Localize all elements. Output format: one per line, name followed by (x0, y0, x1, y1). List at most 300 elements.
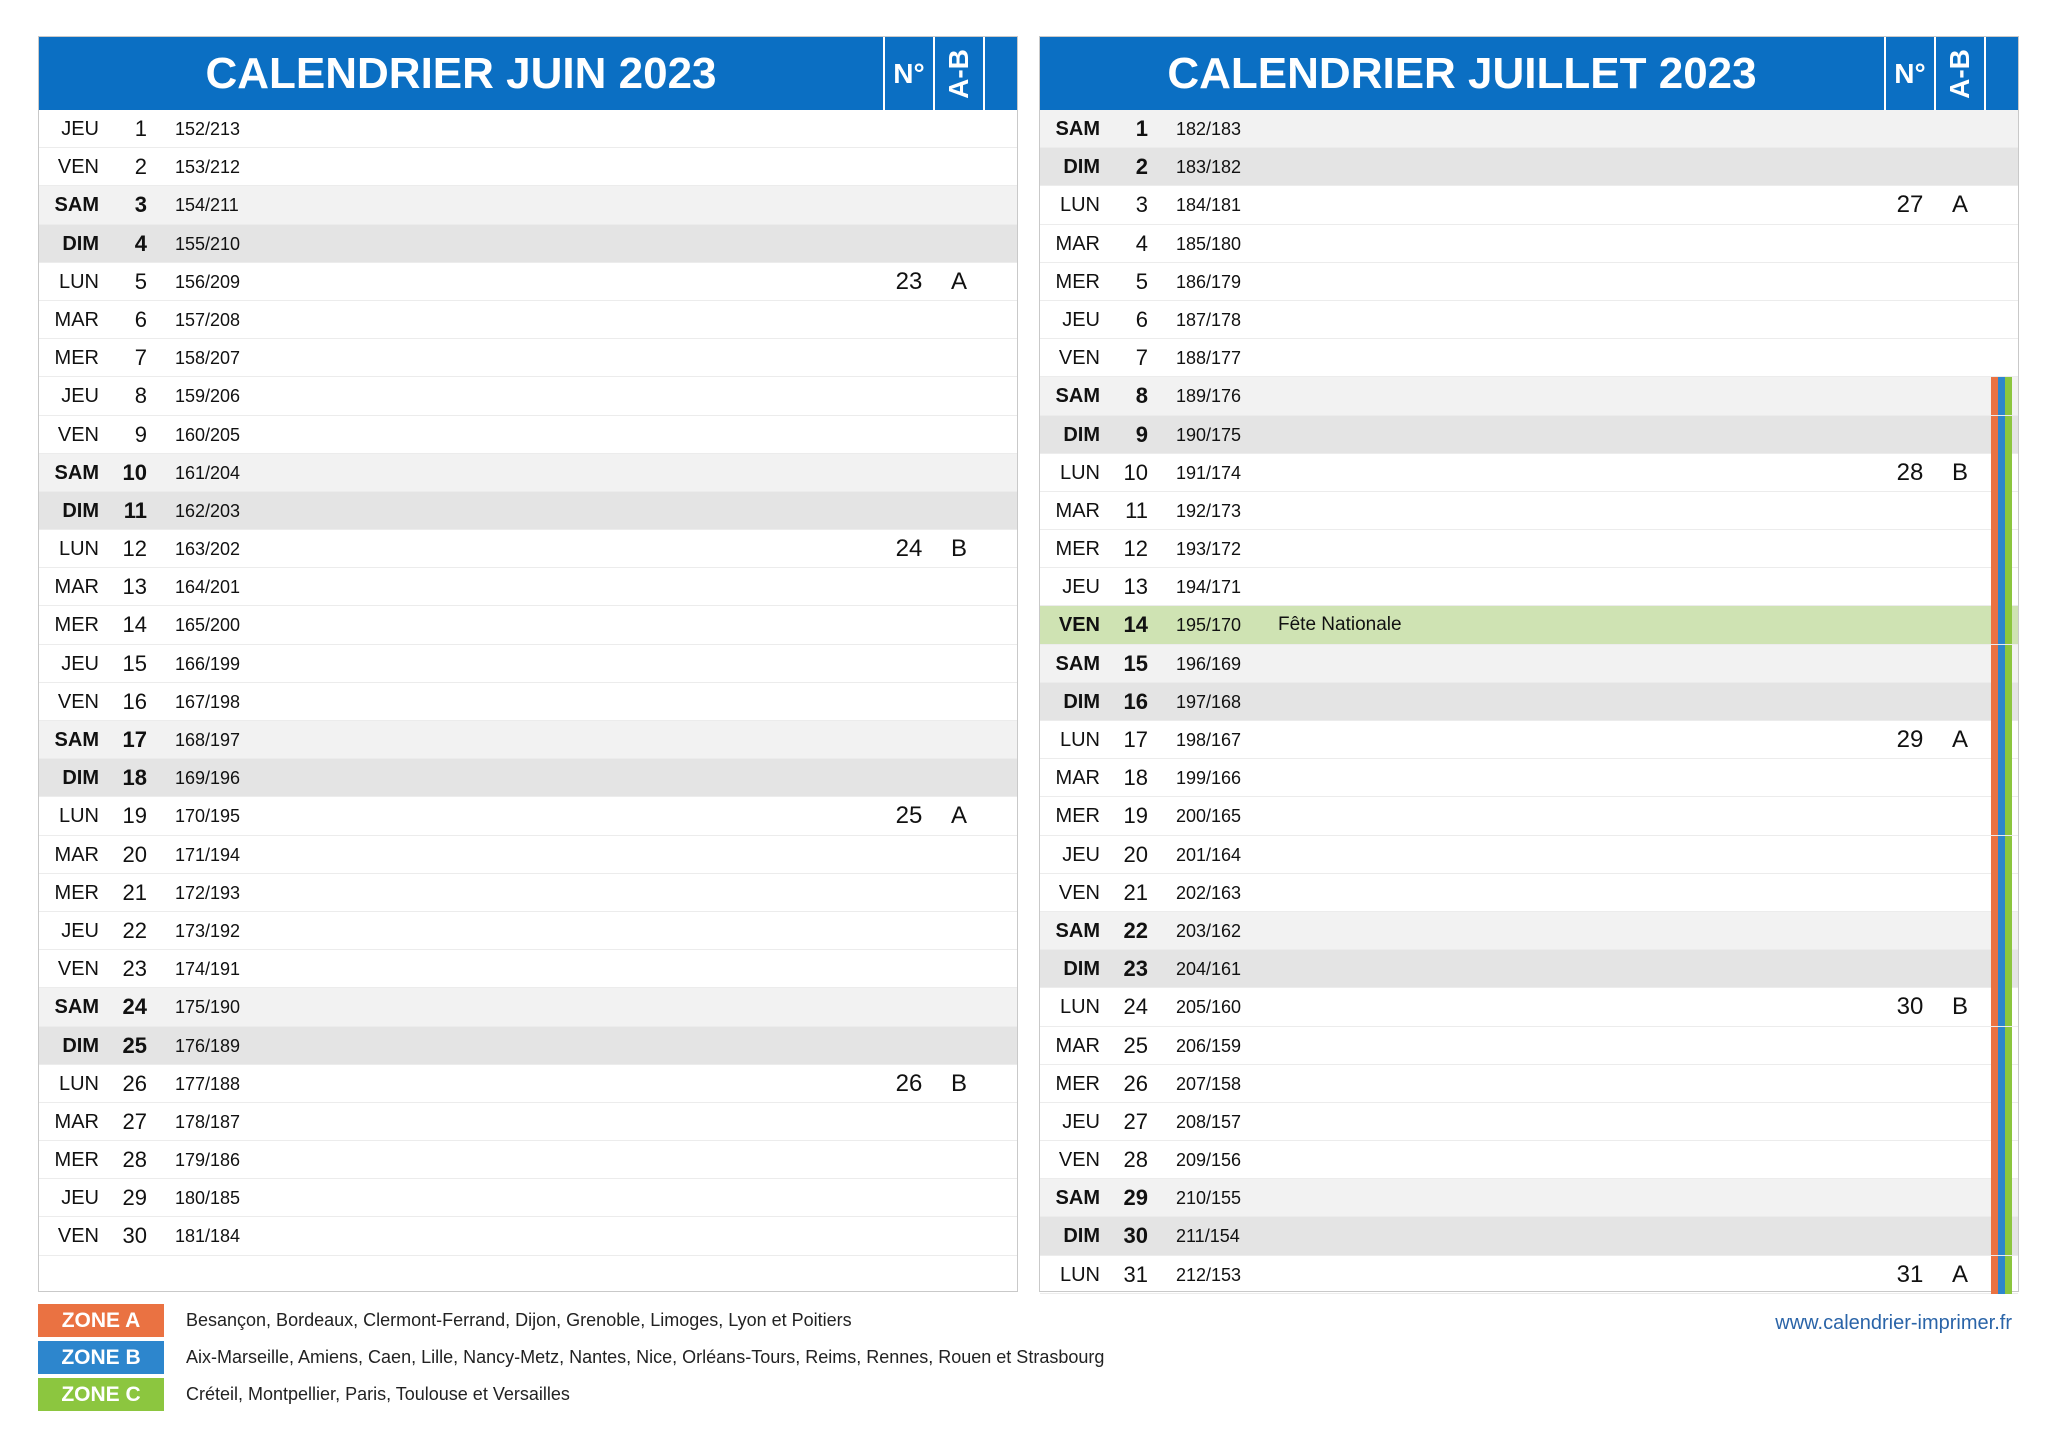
day-name: MER (54, 1149, 99, 1172)
day-number: 15 (1123, 650, 1148, 676)
zone-b-holiday-bar (1998, 721, 2005, 759)
zone-a-holiday-bar (1991, 874, 1998, 912)
day-name: MER (54, 881, 99, 904)
day-row (1040, 148, 2018, 186)
day-name: DIM (62, 232, 99, 255)
day-row (1040, 1065, 2018, 1103)
june-rows (39, 110, 1017, 1256)
week-number: 27 (1896, 191, 1924, 219)
day-name: MAR (54, 308, 99, 331)
day-number: 8 (134, 383, 147, 409)
day-row (39, 721, 1017, 759)
school-holiday-bars (1991, 530, 2018, 568)
day-number: 28 (1123, 1147, 1148, 1173)
header-divider (1984, 37, 1986, 110)
day-row (39, 377, 1017, 415)
zone-c-holiday-bar (2005, 1027, 2012, 1065)
week-number-header: N° (1894, 58, 1926, 89)
zone-c-holiday-bar (2005, 454, 2012, 492)
day-of-year: 170/195 (175, 806, 241, 827)
day-of-year: 161/204 (175, 462, 241, 483)
day-row (1040, 1027, 2018, 1065)
school-holiday-bars (1991, 1065, 2018, 1103)
day-row (1040, 645, 2018, 683)
day-number: 4 (134, 230, 147, 256)
day-number: 4 (1135, 230, 1148, 256)
day-of-year: 177/188 (175, 1073, 241, 1094)
day-of-year: 160/205 (175, 424, 241, 445)
day-of-year: 202/163 (1176, 882, 1242, 903)
ab-week: A (1951, 726, 1968, 753)
day-number: 19 (122, 803, 147, 829)
day-name: MER (54, 347, 99, 370)
ab-week: A (950, 802, 967, 830)
day-number: 2 (134, 154, 147, 180)
zone-a-holiday-bar (1991, 606, 1998, 644)
ab-week-header (1936, 37, 1984, 110)
day-row (1040, 1103, 2018, 1141)
day-of-year: 159/206 (175, 386, 241, 407)
day-row (1040, 1141, 2018, 1179)
school-holiday-bars (1991, 950, 2018, 988)
day-number: 27 (122, 1108, 147, 1134)
zone-b-holiday-bar (1998, 1217, 2005, 1255)
zone-a-holiday-bar (1991, 1256, 1998, 1294)
zone-c-holiday-bar (2005, 912, 2012, 950)
zone-b-holiday-bar (1998, 492, 2005, 530)
week-number: 30 (1896, 993, 1924, 1021)
day-number: 27 (1123, 1108, 1148, 1134)
zone-b-cities: Aix-Marseille, Amiens, Caen, Lille, Nancy-Metz, Nantes, Nice, Orléans-Tours, Reims, Rennes, Rouen et Strasbourg (186, 1347, 1105, 1367)
zone-b-holiday-bar (1998, 759, 2005, 797)
day-of-year: 191/174 (1176, 462, 1242, 483)
day-name: LUN (58, 538, 99, 561)
zone-c-holiday-bar (2005, 645, 2012, 683)
zone-b-holiday-bar (1998, 950, 2005, 988)
day-of-year: 183/182 (1176, 157, 1242, 178)
day-row (39, 1141, 1017, 1179)
day-row (39, 1217, 1017, 1255)
school-holiday-bars (1991, 683, 2018, 721)
day-number: 10 (1123, 459, 1148, 485)
day-name: VEN (1058, 614, 1100, 637)
july-title: CALENDRIER JUILLET 2023 (1167, 49, 1757, 98)
day-of-year: 165/200 (175, 615, 241, 636)
zone-b-holiday-bar (1998, 988, 2005, 1026)
day-of-year: 171/194 (175, 844, 241, 865)
day-of-year: 152/213 (175, 119, 241, 139)
day-number: 14 (122, 612, 147, 638)
zone-c-holiday-bar (2005, 1141, 2012, 1179)
day-row (39, 1103, 1017, 1141)
day-name: LUN (1059, 729, 1100, 751)
zone-c-holiday-bar (2005, 797, 2012, 835)
day-row (1040, 912, 2018, 950)
zone-b-holiday-bar (1998, 797, 2005, 835)
day-row (39, 912, 1017, 950)
school-holiday-bars (1991, 1256, 2018, 1294)
day-row (1040, 950, 2018, 988)
day-name: DIM (1063, 156, 1100, 179)
day-of-year: 154/211 (175, 195, 239, 216)
day-number: 17 (1123, 727, 1148, 752)
school-holiday-bars (1991, 988, 2018, 1026)
day-of-year: 208/157 (1176, 1111, 1242, 1132)
zone-a-holiday-bar (1991, 1027, 1998, 1065)
zone-c-holiday-bar (2005, 568, 2012, 606)
zone-c-holiday-bar (2005, 721, 2012, 759)
day-number: 29 (122, 1185, 147, 1211)
day-number: 6 (1135, 306, 1148, 332)
day-row (39, 263, 1017, 301)
day-of-year: 193/172 (1176, 539, 1242, 560)
day-of-year: 192/173 (1176, 500, 1242, 521)
day-of-year: 203/162 (1176, 920, 1242, 941)
zone-a-holiday-bar (1991, 454, 1998, 492)
zone-c-holiday-bar (2005, 1256, 2012, 1294)
day-number: 28 (122, 1147, 147, 1173)
day-number: 11 (1125, 497, 1148, 523)
school-holiday-bars (1991, 606, 2018, 644)
day-name: VEN (57, 1225, 99, 1248)
zone-c-holiday-bar (2005, 988, 2012, 1026)
day-number: 21 (1123, 879, 1148, 905)
day-number: 15 (122, 650, 147, 676)
school-holiday-bars (1991, 721, 2018, 759)
day-row (39, 1179, 1017, 1217)
zone-a-holiday-bar (1991, 683, 1998, 721)
day-number: 3 (1135, 192, 1148, 218)
school-holiday-bars (1991, 1027, 2018, 1065)
ab-week: B (1951, 458, 1968, 486)
day-name: VEN (57, 156, 99, 179)
day-row (1040, 186, 2018, 224)
ab-week-header (935, 37, 983, 110)
day-name: LUN (1059, 1263, 1100, 1286)
day-name: JEU (61, 1187, 99, 1210)
day-row (1040, 416, 2018, 454)
zone-b-holiday-bar (1998, 1141, 2005, 1179)
day-name: LUN (1059, 461, 1100, 484)
day-row (1040, 263, 2018, 301)
week-number: 29 (1896, 726, 1924, 753)
june-calendar (38, 36, 1018, 1292)
school-holiday-bars (1991, 759, 2018, 797)
zone-a-holiday-bar (1991, 377, 1998, 415)
day-of-year: 201/164 (1176, 844, 1242, 865)
day-row (1040, 1217, 2018, 1255)
school-holiday-bars (1991, 874, 2018, 912)
day-name: MER (1055, 1072, 1100, 1095)
day-number: 25 (122, 1032, 147, 1058)
day-of-year: 198/167 (1176, 730, 1242, 750)
zone-a-holiday-bar (1991, 950, 1998, 988)
day-of-year: 156/209 (175, 271, 241, 292)
day-of-year: 212/153 (1176, 1264, 1242, 1285)
day-of-year: 180/185 (175, 1188, 241, 1209)
july-header (1040, 37, 2018, 110)
day-row (1040, 377, 2018, 415)
zone-c-holiday-bar (2005, 1065, 2012, 1103)
day-row (39, 950, 1017, 988)
zone-a-holiday-bar (1991, 1217, 1998, 1255)
zone-c-holiday-bar (2005, 416, 2012, 454)
day-row (39, 683, 1017, 721)
day-name: VEN (57, 690, 99, 713)
zone-c-holiday-bar (2005, 1217, 2012, 1255)
day-of-year: 178/187 (175, 1111, 241, 1132)
day-number: 21 (122, 879, 147, 905)
day-name: DIM (62, 1034, 99, 1057)
day-row (39, 988, 1017, 1026)
day-name: MAR (54, 843, 99, 866)
day-of-year: 176/189 (175, 1035, 241, 1056)
school-holiday-bars (1991, 1217, 2018, 1255)
day-name: SAM (54, 461, 99, 484)
holiday-label: Fête Nationale (1278, 614, 1402, 636)
day-name: JEU (61, 919, 99, 942)
day-of-year: 209/156 (1176, 1150, 1242, 1171)
zone-a-holiday-bar (1991, 1141, 1998, 1179)
day-name: JEU (1062, 576, 1100, 599)
zone-b-badge: ZONE B (38, 1341, 164, 1374)
ab-week: B (1951, 993, 1968, 1021)
day-name: VEN (1058, 347, 1100, 370)
day-of-year: 199/166 (1176, 768, 1242, 789)
day-name: SAM (1055, 118, 1100, 140)
week-number: 25 (895, 802, 923, 830)
day-name: MAR (1055, 232, 1100, 255)
site-url-link[interactable]: www.calendrier-imprimer.fr (1775, 1312, 2012, 1334)
day-of-year: 167/198 (175, 691, 241, 712)
day-of-year: 155/210 (175, 233, 241, 254)
week-number: 24 (895, 535, 923, 563)
day-number: 31 (1123, 1261, 1148, 1287)
day-number: 26 (1123, 1070, 1148, 1096)
day-number: 16 (122, 688, 147, 714)
day-number: 26 (122, 1070, 147, 1096)
day-number: 18 (1123, 765, 1148, 791)
day-number: 7 (134, 345, 147, 371)
school-holiday-bars (1991, 912, 2018, 950)
day-name: VEN (1058, 881, 1100, 904)
day-row (1040, 530, 2018, 568)
day-name: DIM (1063, 1225, 1100, 1248)
day-row (39, 148, 1017, 186)
zone-a-holiday-bar (1991, 492, 1998, 530)
day-of-year: 185/180 (1176, 233, 1242, 254)
day-number: 25 (1123, 1032, 1148, 1058)
week-number-header: N° (893, 58, 925, 89)
day-of-year: 158/207 (175, 348, 241, 369)
day-name: SAM (1055, 385, 1100, 408)
day-number: 9 (1135, 421, 1148, 447)
day-of-year: 174/191 (175, 959, 241, 980)
day-name: SAM (54, 996, 99, 1019)
week-number: 26 (895, 1069, 923, 1097)
day-name: SAM (1055, 1187, 1100, 1210)
zone-b-holiday-bar (1998, 606, 2005, 644)
day-number: 30 (1123, 1223, 1148, 1249)
zone-c-holiday-bar (2005, 1179, 2012, 1217)
day-name: VEN (1058, 1149, 1100, 1172)
day-row (1040, 1256, 2018, 1294)
day-row (1040, 606, 2018, 644)
day-name: JEU (61, 652, 99, 675)
zone-a-holiday-bar (1991, 416, 1998, 454)
day-number: 13 (122, 574, 147, 600)
day-of-year: 169/196 (175, 768, 241, 789)
day-name: DIM (62, 767, 99, 790)
day-number: 9 (134, 421, 147, 447)
day-row (1040, 339, 2018, 377)
day-number: 29 (1123, 1185, 1148, 1211)
day-row (39, 225, 1017, 263)
zone-a-holiday-bar (1991, 1103, 1998, 1141)
day-row (1040, 836, 2018, 874)
day-of-year: 182/183 (1176, 119, 1242, 139)
day-name: DIM (1063, 958, 1100, 981)
day-name: DIM (62, 499, 99, 522)
day-name: SAM (1055, 652, 1100, 675)
june-title: CALENDRIER JUIN 2023 (205, 49, 717, 98)
day-of-year: 157/208 (175, 309, 241, 330)
day-number: 24 (122, 994, 147, 1020)
zone-b-holiday-bar (1998, 1256, 2005, 1294)
day-row (39, 492, 1017, 530)
day-number: 22 (122, 917, 147, 943)
day-row (39, 568, 1017, 606)
day-name: SAM (54, 729, 99, 751)
day-row (1040, 454, 2018, 492)
day-name: VEN (57, 958, 99, 981)
day-of-year: 195/170 (1176, 615, 1242, 636)
school-holiday-bars (1991, 1103, 2018, 1141)
zone-c-cities: Créteil, Montpellier, Paris, Toulouse et Versailles (186, 1384, 570, 1404)
day-row (1040, 797, 2018, 835)
zone-a-holiday-bar (1991, 568, 1998, 606)
zone-a-cities: Besançon, Bordeaux, Clermont-Ferrand, Dijon, Grenoble, Limoges, Lyon et Poitiers (186, 1310, 852, 1330)
day-of-year: 163/202 (175, 539, 241, 560)
day-row (39, 874, 1017, 912)
day-row (39, 416, 1017, 454)
day-of-year: 181/184 (175, 1226, 241, 1247)
day-row (1040, 759, 2018, 797)
day-of-year: 184/181 (1176, 195, 1242, 216)
zone-a-holiday-bar (1991, 797, 1998, 835)
zone-b-holiday-bar (1998, 1065, 2005, 1103)
day-name: MER (1055, 270, 1100, 293)
ab-week: A (950, 267, 967, 295)
day-row (1040, 110, 2018, 148)
zone-c-holiday-bar (2005, 530, 2012, 568)
school-holiday-bars (1991, 416, 2018, 454)
day-name: JEU (61, 118, 99, 140)
zone-a-holiday-bar (1991, 530, 1998, 568)
day-row (39, 1065, 1017, 1103)
day-name: LUN (1059, 194, 1100, 217)
zone-a-holiday-bar (1991, 1179, 1998, 1217)
day-name: DIM (1063, 690, 1100, 713)
day-name: LUN (1059, 996, 1100, 1019)
day-row (1040, 683, 2018, 721)
day-number: 23 (122, 956, 147, 982)
zone-b-holiday-bar (1998, 645, 2005, 683)
ab-week-header-label: A-B (1944, 48, 1975, 99)
day-name: MAR (1055, 767, 1100, 790)
day-of-year: 205/160 (1176, 997, 1242, 1018)
june-header (39, 37, 1017, 110)
day-name: JEU (61, 385, 99, 408)
day-name: JEU (1062, 1110, 1100, 1133)
day-of-year: 164/201 (175, 577, 241, 598)
day-of-year: 204/161 (1176, 959, 1242, 980)
ab-week: A (1951, 1260, 1968, 1288)
day-of-year: 210/155 (1176, 1188, 1242, 1209)
day-of-year: 153/212 (175, 157, 241, 178)
day-number: 20 (1123, 841, 1148, 867)
day-number: 17 (122, 727, 147, 752)
day-of-year: 207/158 (1176, 1073, 1242, 1094)
day-row (1040, 301, 2018, 339)
day-row (1040, 492, 2018, 530)
day-of-year: 197/168 (1176, 691, 1242, 712)
zone-b-holiday-bar (1998, 416, 2005, 454)
day-row (39, 301, 1017, 339)
day-row (39, 836, 1017, 874)
day-row (39, 606, 1017, 644)
zone-b-holiday-bar (1998, 568, 2005, 606)
day-of-year: 190/175 (1176, 424, 1242, 445)
july-rows (1040, 110, 2018, 1294)
zone-a-holiday-bar (1991, 1065, 1998, 1103)
school-holiday-bars (1991, 377, 2018, 415)
day-name: MER (1055, 538, 1100, 561)
zone-a-holiday-bar (1991, 759, 1998, 797)
july-calendar (1039, 36, 2019, 1292)
week-number: 23 (895, 267, 923, 295)
zone-b-holiday-bar (1998, 1103, 2005, 1141)
zone-a-badge: ZONE A (38, 1304, 164, 1337)
day-row (1040, 988, 2018, 1026)
day-number: 5 (134, 268, 147, 294)
day-name: LUN (58, 270, 99, 293)
zone-a-holiday-bar (1991, 836, 1998, 874)
day-number: 7 (1135, 345, 1148, 371)
zone-a-holiday-bar (1991, 988, 1998, 1026)
day-row (39, 645, 1017, 683)
day-row (39, 797, 1017, 835)
school-holiday-bars (1991, 836, 2018, 874)
zone-c-holiday-bar (2005, 1103, 2012, 1141)
zone-b-holiday-bar (1998, 874, 2005, 912)
day-name: MAR (1055, 1034, 1100, 1057)
header-divider (983, 37, 985, 110)
day-number: 1 (1135, 116, 1148, 141)
day-of-year: 187/178 (1176, 309, 1242, 330)
ab-week-header-label: A-B (943, 48, 974, 99)
day-row (39, 759, 1017, 797)
zone-c-holiday-bar (2005, 377, 2012, 415)
day-name: MAR (1055, 499, 1100, 522)
day-of-year: 172/193 (175, 882, 241, 903)
day-row (1040, 225, 2018, 263)
zone-b-holiday-bar (1998, 912, 2005, 950)
day-number: 19 (1123, 803, 1148, 829)
day-number: 3 (134, 192, 147, 218)
day-number: 6 (134, 306, 147, 332)
day-of-year: 194/171 (1176, 577, 1242, 598)
